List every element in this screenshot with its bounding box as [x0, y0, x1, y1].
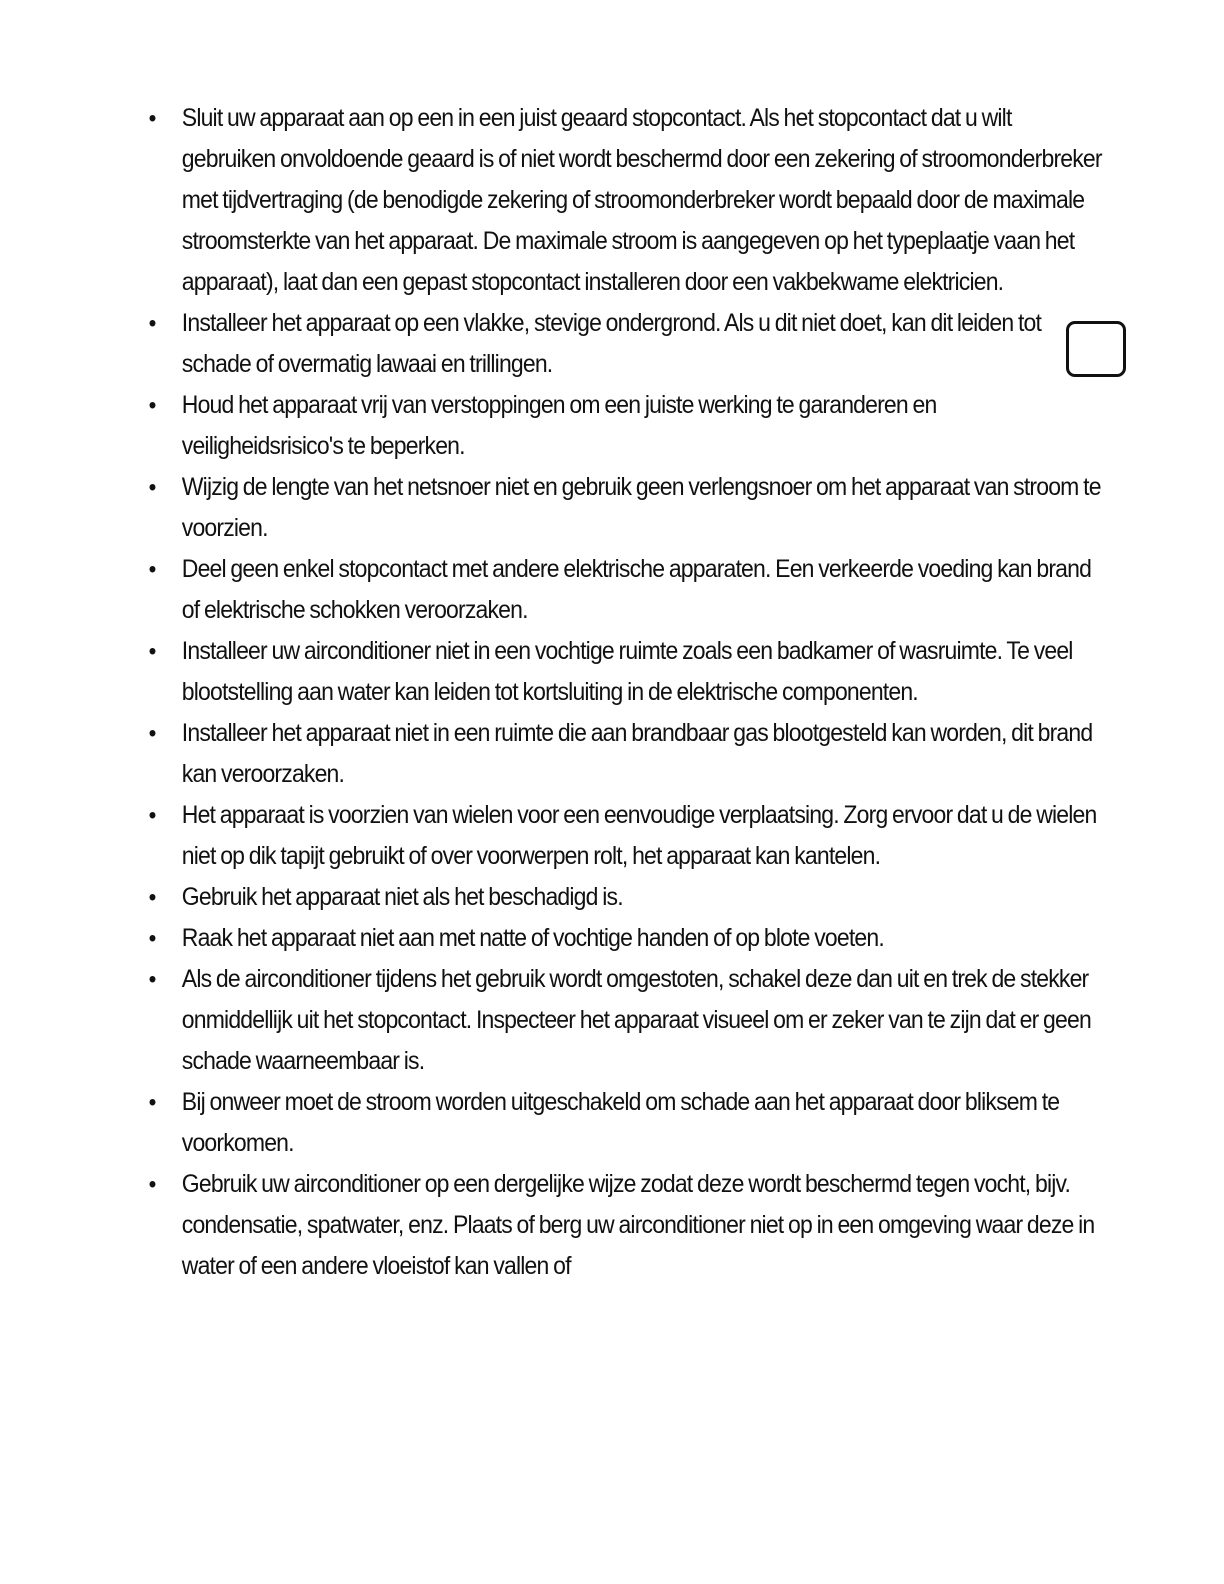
safety-instructions-list	[145, 98, 1102, 1287]
list-item	[145, 549, 1102, 631]
list-item	[145, 1082, 1102, 1164]
list-item-text: Raak het apparaat niet aan met natte of vochtige handen of op blote voeten.	[181, 924, 884, 952]
list-item-text: Als de airconditioner tijdens het gebruik wordt omgestoten, schakel deze dan uit en trek de stekker onmiddellijk uit het stopcontact. Inspecteer het apparaat visueel om er zeker van te zijn dat er geen schade waarneembaar is.	[181, 965, 1091, 1075]
list-item-text: Bij onweer moet de stroom worden uitgeschakeld om schade aan het apparaat door bliksem te voorkomen.	[181, 1088, 1060, 1157]
list-item-text: Installeer het apparaat op een vlakke, stevige ondergrond. Als u dit niet doet, kan dit leiden tot schade of overmatig lawaai en trillingen.	[181, 309, 1042, 378]
bullet-icon: •	[148, 556, 156, 583]
list-item	[145, 1164, 1102, 1287]
list-item-text: Wijzig de lengte van het netsnoer niet en gebruik geen verlengsnoer om het apparaat van stroom te voorzien.	[181, 473, 1101, 542]
list-item	[145, 98, 1102, 303]
rounded-square-marker-icon	[1066, 321, 1126, 377]
bullet-icon: •	[148, 105, 156, 132]
list-item	[145, 877, 1102, 918]
bullet-icon: •	[148, 1171, 156, 1198]
bullet-icon: •	[148, 638, 156, 665]
list-item	[145, 385, 1102, 467]
bullet-icon: •	[148, 720, 156, 747]
bullet-icon: •	[148, 925, 156, 952]
list-item	[145, 713, 1102, 795]
list-item-text: Installeer het apparaat niet in een ruimte die aan brandbaar gas blootgesteld kan worden, dit brand kan veroorzaken.	[181, 719, 1093, 788]
bullet-icon: •	[148, 474, 156, 501]
list-item	[145, 631, 1102, 713]
list-item-text: Houd het apparaat vrij van verstoppingen om een juiste werking te garanderen en veiligheidsrisico's te beperken.	[181, 391, 937, 460]
bullet-icon: •	[148, 310, 156, 337]
bullet-icon: •	[148, 1089, 156, 1116]
bullet-icon: •	[148, 392, 156, 419]
list-item	[145, 467, 1102, 549]
list-item-text: Gebruik uw airconditioner op een dergelijke wijze zodat deze wordt beschermd tegen vocht, bijv. condensatie, spatwater, enz. Plaats of berg uw airconditioner niet op in een omgeving waar deze in water of een andere vloeistof kan vallen of	[181, 1170, 1095, 1280]
list-item-text: Gebruik het apparaat niet als het beschadigd is.	[181, 883, 623, 911]
list-item	[145, 959, 1102, 1082]
list-item-text: Het apparaat is voorzien van wielen voor een eenvoudige verplaatsing. Zorg ervoor dat u de wielen niet op dik tapijt gebruikt of over voorwerpen rolt, het apparaat kan kantelen.	[181, 801, 1097, 870]
list-item-text: Deel geen enkel stopcontact met andere elektrische apparaten. Een verkeerde voeding kan brand of elektrische schokken veroorzaken.	[181, 555, 1092, 624]
list-item	[145, 795, 1102, 877]
list-item-text: Sluit uw apparaat aan op een in een juist geaard stopcontact. Als het stopcontact dat u wilt gebruiken onvoldoende geaard is of niet wordt beschermd door een zekering of stroomonderbreker met tijdvertraging (de benodigde zekering of stroomonderbreker wordt bepaald door de maximale stroomsterkte van het apparaat. De maximale stroom is aangegeven op het typeplaatje vaan het apparaat), laat dan een gepast stopcontact installeren door een vakbekwame elektricien.	[181, 104, 1102, 296]
bullet-icon: •	[148, 802, 156, 829]
list-item	[145, 303, 1102, 385]
list-item	[145, 918, 1102, 959]
bullet-icon: •	[148, 966, 156, 993]
bullet-icon: •	[148, 884, 156, 911]
list-item-text: Installeer uw airconditioner niet in een vochtige ruimte zoals een badkamer of wasruimte. Te veel blootstelling aan water kan leiden tot kortsluiting in de elektrische componenten.	[181, 637, 1073, 706]
